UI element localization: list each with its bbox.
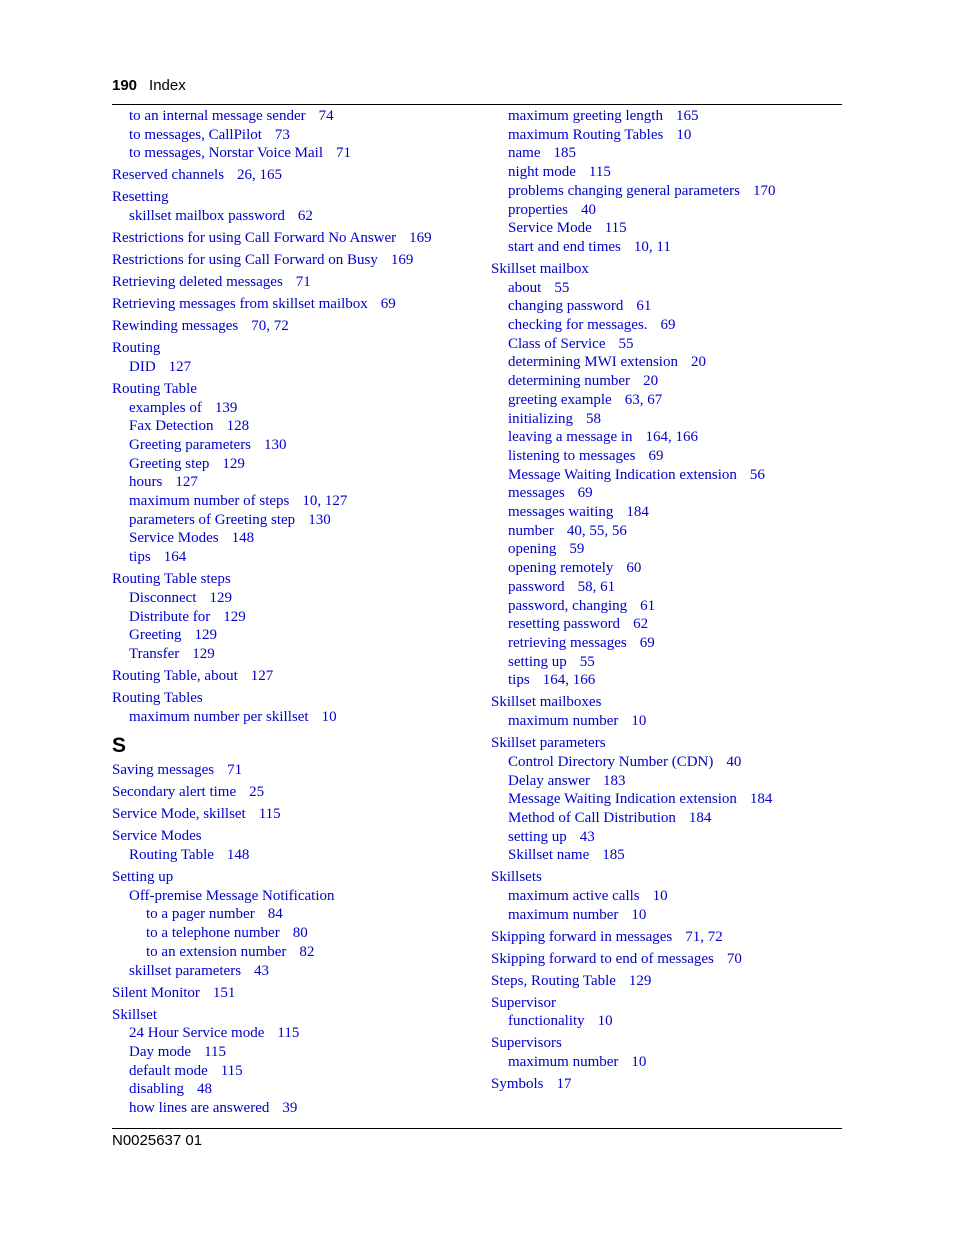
index-term: night mode [508,164,576,181]
index-subentry[interactable] [491,559,841,578]
page-reference[interactable]: 20 [690,354,706,371]
index-subentry[interactable] [491,790,841,809]
index-subentry[interactable] [112,529,482,548]
page-reference[interactable]: 74 [318,108,334,124]
page-reference[interactable]: 60 [626,560,642,577]
index-term: Routing Table [129,847,214,864]
index-subentry[interactable] [112,144,482,163]
index-entry[interactable] [112,380,482,399]
index-entry[interactable] [491,868,841,887]
index-term: determining MWI extension [508,354,678,371]
page-reference[interactable]: 10 [321,708,337,725]
index-column-right [491,107,841,1094]
page-reference[interactable]: 56 [749,466,765,483]
index-subentry[interactable] [491,653,841,672]
page-reference[interactable]: 129 [628,972,652,989]
page-reference[interactable]: 63, 67 [624,391,663,408]
page-reference[interactable]: 129 [223,608,246,625]
page-reference[interactable]: 184 [749,791,773,808]
index-term: Message Waiting Indication extension [508,791,737,808]
index-term: problems changing general parameters [508,182,740,199]
index-term: determining number [508,373,631,390]
page-reference[interactable]: 165 [675,108,699,124]
index-subentry[interactable] [112,962,482,981]
index-term: Supervisors [491,1035,562,1052]
page-reference[interactable]: 58 [586,410,601,427]
index-term: Service Modes [112,828,202,845]
index-term: to a pager number [146,906,255,923]
index-subentry[interactable] [491,712,841,731]
index-term: skillset mailbox password [129,208,285,225]
index-entry[interactable] [112,251,482,270]
index-subentry[interactable] [491,503,841,522]
index-entry[interactable] [112,667,482,686]
index-entry[interactable] [112,1006,482,1025]
index-term: Off-premise Message Notification [129,887,335,904]
index-subentry[interactable] [491,107,841,126]
index-term: maximum number [508,713,619,730]
page-reference[interactable]: 129 [194,627,217,644]
footer-doc-id: N0025637 01 [112,1132,203,1149]
page-reference[interactable]: 40 [726,753,742,770]
index-term: Control Directory Number (CDN) [508,753,714,770]
page-reference[interactable]: 70, 72 [251,318,289,335]
index-subentry[interactable] [112,107,482,126]
index-subentry[interactable] [112,492,482,511]
index-term: maximum number [508,906,619,923]
header-rule [112,104,842,105]
page-reference[interactable]: 148 [226,847,250,864]
index-term: examples of [129,399,202,416]
page-reference[interactable]: 130 [264,436,287,453]
index-subentry[interactable] [491,163,841,182]
index-subentry[interactable] [491,466,841,485]
index-term: listening to messages [508,447,636,464]
index-entry[interactable] [112,827,482,846]
index-subentry[interactable] [491,828,841,847]
index-term: maximum number per skillset [129,708,309,725]
index-term: Skillsets [491,869,542,886]
index-entry[interactable] [112,783,482,802]
index-entry[interactable] [491,693,841,712]
page-reference[interactable]: 80 [292,925,308,942]
index-term: Service Modes [129,530,219,547]
index-subentry[interactable] [112,626,482,645]
index-subentry[interactable] [491,238,841,257]
index-entry[interactable] [112,689,482,708]
index-term: Skillset name [508,847,590,864]
index-entry[interactable] [112,295,482,314]
page-reference[interactable]: 130 [308,511,331,528]
index-term: DID [129,358,156,375]
index-subentry[interactable] [112,846,482,865]
page-reference[interactable]: 129 [192,645,215,662]
index-subentry[interactable] [112,924,482,943]
index-term: Greeting step [129,455,210,472]
index-entry[interactable] [491,972,841,991]
index-column-left [112,107,482,1118]
index-term: maximum number of steps [129,493,290,510]
index-subentry[interactable] [491,297,841,316]
page-reference[interactable]: 71 [295,274,311,291]
index-term: properties [508,201,568,218]
index-entry[interactable] [112,570,482,589]
page-reference[interactable]: 69 [380,296,396,313]
index-subentry[interactable] [491,316,841,335]
page-title: Index [149,77,186,94]
index-term: Saving messages [112,762,215,779]
page-reference[interactable]: 10 [676,126,692,143]
index-subentry[interactable] [491,1053,841,1072]
page-reference[interactable]: 129 [209,589,232,606]
index-term: number [508,522,554,539]
page-reference[interactable]: 62 [633,616,649,633]
index-term: Greeting parameters [129,436,252,453]
page-reference[interactable]: 39 [282,1100,298,1117]
index-subentry[interactable] [491,578,841,597]
index-subentry[interactable] [491,391,841,410]
index-term: Retrieving messages from skillset mailbox [112,296,368,313]
page-reference[interactable]: 115 [220,1062,243,1079]
index-term: start and end times [508,238,621,255]
index-subentry[interactable] [491,615,841,634]
page-reference[interactable]: 55 [579,653,595,670]
page-reference[interactable]: 129 [222,455,245,472]
index-subentry[interactable] [112,207,482,226]
page-reference[interactable]: 43 [254,962,270,979]
index-term: initializing [508,410,573,427]
page-reference[interactable]: 10 [631,1054,647,1071]
index-subentry[interactable] [491,447,841,466]
page-reference[interactable]: 127 [168,358,192,375]
index-subentry[interactable] [112,126,482,145]
index-term: Service Mode, skillset [112,806,246,823]
index-entry[interactable] [491,928,841,947]
index-entry[interactable] [112,166,482,185]
index-letter-heading: S [112,734,127,758]
index-subentry[interactable] [491,1012,841,1031]
page-reference[interactable]: 115 [258,806,281,823]
index-term: messages waiting [508,504,614,521]
page-reference[interactable]: 169 [409,230,432,247]
index-term: 24 Hour Service mode [129,1025,265,1042]
index-term: to an internal message sender [129,108,306,124]
index-subentry[interactable] [491,906,841,925]
index-entry[interactable] [112,761,482,780]
index-subentry[interactable] [491,772,841,791]
index-subentry[interactable] [112,1099,482,1118]
index-subentry[interactable] [491,887,841,906]
index-term: maximum greeting length [508,108,663,124]
index-subentry[interactable] [491,753,841,772]
index-term: Fax Detection [129,418,214,435]
index-subentry[interactable] [112,1062,482,1081]
index-subentry[interactable] [491,484,841,503]
index-subentry[interactable] [491,846,841,865]
page-reference[interactable]: 10 [631,906,647,923]
index-subentry[interactable] [491,522,841,541]
index-subentry[interactable] [112,1080,482,1099]
index-term: skillset parameters [129,962,242,979]
index-term: setting up [508,828,567,845]
index-subentry[interactable] [491,671,841,690]
page-reference[interactable]: 115 [204,1043,227,1060]
page-reference[interactable]: 26, 165 [237,167,283,184]
index-entry[interactable] [112,339,482,358]
index-entry[interactable] [491,994,841,1013]
index-term: maximum Routing Tables [508,126,664,143]
page-reference[interactable]: 20 [643,373,659,390]
index-entry[interactable] [112,273,482,292]
page-reference[interactable]: 185 [602,847,625,864]
page-reference[interactable]: 61 [640,597,656,614]
page-reference[interactable]: 127 [175,474,198,491]
index-term: resetting password [508,616,621,633]
page-reference[interactable]: 61 [636,298,652,315]
index-subentry[interactable] [491,182,841,201]
index-subentry[interactable] [112,399,482,418]
index-term: to an extension number [146,943,287,960]
index-term: name [508,145,541,162]
page-reference[interactable]: 69 [639,634,655,651]
index-entry[interactable] [491,260,841,279]
index-term: tips [508,672,530,689]
index-term: opening remotely [508,560,614,577]
index-term: Skipping forward in messages [491,928,673,945]
index-entry[interactable] [112,805,482,824]
index-term: opening [508,541,557,558]
index-term: about [508,279,542,296]
index-term: how lines are answered [129,1100,270,1117]
index-subentry[interactable] [491,219,841,238]
index-term: Delay answer [508,772,591,789]
page-reference[interactable]: 10 [597,1013,613,1030]
index-term: Method of Call Distribution [508,809,676,826]
index-term: maximum number [508,1054,619,1071]
index-term: Skillset mailboxes [491,694,602,711]
index-term: checking for messages. [508,317,648,334]
index-term: leaving a message in [508,429,633,446]
page-reference[interactable]: 184 [688,809,712,826]
index-term: to messages, Norstar Voice Mail [129,145,323,162]
index-term: Silent Monitor [112,984,200,1001]
page-header [112,77,186,94]
index-term: Disconnect [129,589,197,606]
index-term: Skipping forward to end of messages [491,950,714,967]
index-term: tips [129,549,151,566]
index-term: to messages, CallPilot [129,126,262,143]
index-subentry[interactable] [112,943,482,962]
index-subentry[interactable] [112,436,482,455]
index-subentry[interactable] [112,455,482,474]
page-reference[interactable]: 151 [212,984,236,1001]
page-reference[interactable]: 115 [277,1025,300,1042]
index-term: Retrieving deleted messages [112,274,283,291]
index-subentry[interactable] [491,540,841,559]
index-subentry[interactable] [112,1024,482,1043]
page-reference[interactable]: 73 [274,126,290,143]
index-term: setting up [508,653,567,670]
page-reference[interactable]: 115 [604,220,627,237]
index-subentry[interactable] [112,358,482,377]
index-subentry[interactable] [112,473,482,492]
index-entry[interactable] [112,229,482,248]
page-reference[interactable]: 183 [603,772,626,789]
page-reference[interactable]: 10 [631,713,647,730]
page-reference[interactable]: 170 [753,182,776,199]
page-reference[interactable]: 71 [336,145,351,162]
index-subentry[interactable] [491,353,841,372]
index-term: Routing Table [112,380,197,397]
page-reference[interactable]: 55 [618,335,634,352]
index-term: greeting example [508,391,612,408]
footer-rule [112,1128,842,1129]
index-entry[interactable] [491,950,841,969]
index-term: hours [129,474,163,491]
index-term: functionality [508,1013,585,1030]
index-term: Restrictions for using Call Forward on Busy [112,252,378,269]
page-reference[interactable]: 184 [626,504,649,521]
index-term: Service Mode [508,220,592,237]
index-term: Transfer [129,645,180,662]
index-entry[interactable] [112,317,482,336]
page-reference[interactable]: 10 [652,888,668,905]
index-term: Supervisor [491,994,556,1011]
index-term: Routing Table steps [112,571,231,588]
index-subentry[interactable] [491,372,841,391]
page-reference[interactable]: 71 [227,762,243,779]
index-term: retrieving messages [508,634,627,651]
index-term: default mode [129,1062,208,1079]
index-subentry[interactable] [112,1043,482,1062]
page-reference[interactable]: 82 [299,943,315,960]
index-entry[interactable] [112,188,482,207]
page-reference[interactable]: 55 [554,279,570,296]
index-subentry[interactable] [112,608,482,627]
index-term: Reserved channels [112,167,225,184]
index-subentry[interactable] [491,144,841,163]
index-subentry[interactable] [491,428,841,447]
index-term: disabling [129,1081,184,1098]
index-term: Secondary alert time [112,784,237,801]
page-number: 190 [112,77,138,94]
index-term: Day mode [129,1043,192,1060]
index-subentry[interactable] [112,548,482,567]
index-term: Skillset mailbox [491,260,589,277]
index-subentry[interactable] [491,634,841,653]
index-term: Restrictions for using Call Forward No Answer [112,230,397,247]
page-reference[interactable]: 69 [648,447,664,464]
index-term: messages [508,485,565,502]
index-term: Routing Tables [112,689,203,706]
index-term: Steps, Routing Table [491,972,616,989]
index-term: parameters of Greeting step [129,511,296,528]
index-term: Message Waiting Indication extension [508,466,737,483]
index-term: password [508,578,565,595]
page-reference[interactable]: 62 [297,208,313,225]
index-subentry[interactable] [112,511,482,530]
index-subentry[interactable] [112,645,482,664]
page-reference[interactable]: 43 [579,828,595,845]
index-subentry[interactable] [112,589,482,608]
page-reference[interactable]: 10, 11 [633,238,671,255]
index-subentry[interactable] [491,335,841,354]
index-subentry[interactable] [491,201,841,220]
page-reference[interactable]: 59 [569,541,585,558]
page-reference[interactable]: 58, 61 [577,578,616,595]
page-reference[interactable]: 48 [197,1081,212,1098]
index-entry[interactable] [491,734,841,753]
page-reference[interactable]: 25 [249,784,265,801]
index-term: to a telephone number [146,925,280,942]
index-term: Resetting [112,189,169,206]
page-reference[interactable]: 164, 166 [645,429,699,446]
page-reference[interactable]: 127 [250,667,274,684]
index-subentry[interactable] [491,126,841,145]
index-term: password, changing [508,597,628,614]
page-reference[interactable]: 10, 127 [302,493,348,510]
index-term: changing password [508,298,624,315]
index-subentry[interactable] [491,597,841,616]
page-reference[interactable]: 70 [726,950,742,967]
page-reference[interactable]: 40, 55, 56 [566,522,627,539]
page-reference[interactable]: 115 [588,164,611,181]
page-reference[interactable]: 128 [226,418,250,435]
index-subentry[interactable] [112,417,482,436]
index-term: Skillset parameters [491,735,606,752]
index-term: maximum active calls [508,888,640,905]
index-term: Rewinding messages [112,318,239,335]
index-subentry[interactable] [491,410,841,429]
index-subentry[interactable] [491,279,841,298]
page-reference[interactable]: 17 [556,1076,572,1093]
page-reference[interactable]: 164, 166 [542,672,596,689]
index-entry[interactable] [112,984,482,1003]
page-reference[interactable]: 69 [660,317,676,334]
page-reference[interactable]: 71, 72 [685,928,723,945]
page-reference[interactable]: 40 [580,201,596,218]
index-subentry[interactable] [112,887,482,906]
page-reference[interactable]: 69 [577,485,593,502]
page-reference[interactable]: 164 [163,549,187,566]
index-entry[interactable] [491,1075,841,1094]
page-reference[interactable]: 169 [390,252,414,269]
page-reference[interactable]: 84 [267,906,283,923]
index-term: Distribute for [129,608,211,625]
index-subentry[interactable] [491,809,841,828]
index-term: Skillset [112,1006,158,1023]
index-term: Class of Service [508,335,606,352]
index-subentry[interactable] [112,708,482,727]
page-reference[interactable]: 148 [231,530,255,547]
index-term: Greeting [129,627,182,644]
index-term: Symbols [491,1076,544,1093]
index-subentry[interactable] [112,905,482,924]
index-entry[interactable] [112,868,482,887]
page-reference[interactable]: 139 [214,399,238,416]
index-term: Routing Table, about [112,667,238,684]
page-reference[interactable]: 185 [553,145,576,162]
index-term: Routing [112,340,161,357]
index-entry[interactable] [491,1034,841,1053]
index-term: Setting up [112,869,174,886]
